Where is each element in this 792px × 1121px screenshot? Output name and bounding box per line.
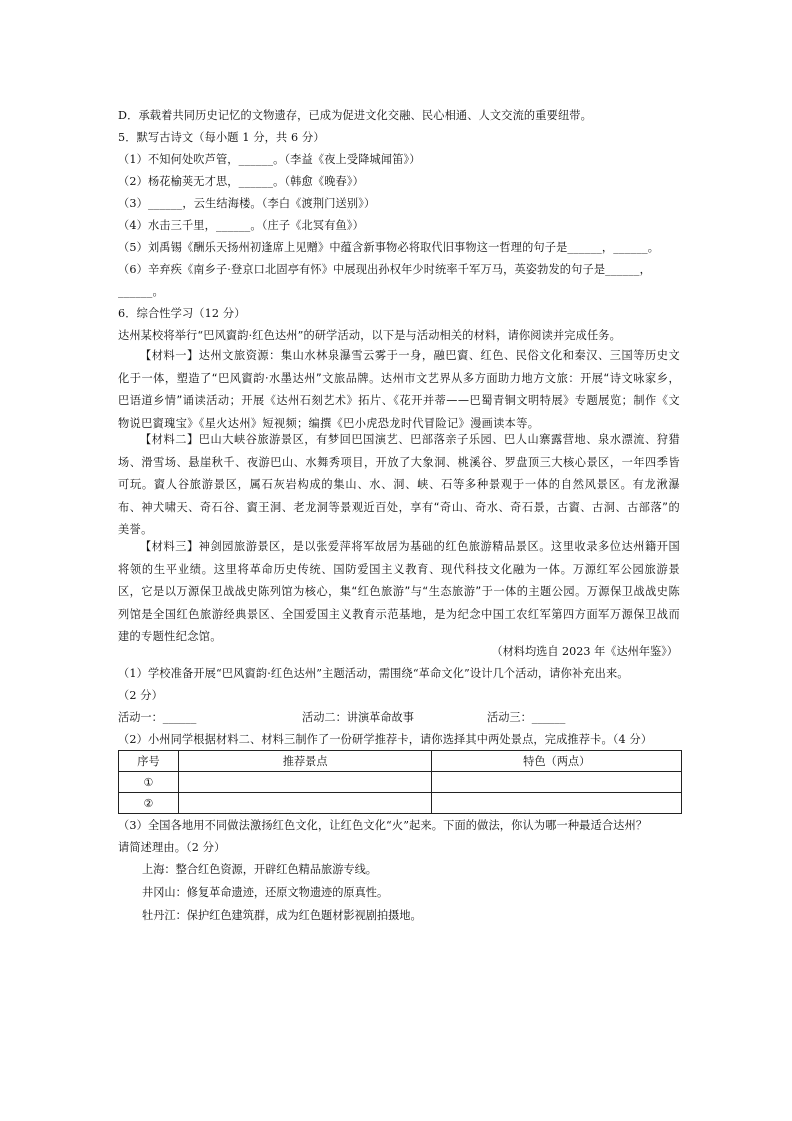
q5-item-3: （3）______，云生结海楼。（李白《渡荆门送别》） xyxy=(118,197,376,210)
q6-title: 6．综合性学习（12 分） xyxy=(118,307,246,320)
table-cell-spot xyxy=(178,772,432,793)
table-header-index: 序号 xyxy=(119,751,179,772)
task-3: （3）全国各地用不同做法激扬红色文化，让红色文化“火”起来。下面的做法，你认为哪一种最适合达州？ xyxy=(118,819,648,832)
practice-option-jinggangshan: 井冈山：修复革命遗迹，还原文物遗迹的原真性。 xyxy=(142,886,389,899)
q5-item-6: （6）辛弃疾《南乡子·登京口北固亭有怀》中展现出孙权年少时统率千军万马，英姿勃发的句子是______， xyxy=(118,263,651,276)
table-row xyxy=(119,793,682,814)
task-1-score: （2 分） xyxy=(118,689,163,702)
activity-3: 活动三：______ xyxy=(487,711,566,724)
material-source: （材料均选自 2023 年《达州年鉴》） xyxy=(491,645,678,658)
q5-item-6-cont: ______。 xyxy=(118,285,164,298)
material-2: 【材料二】巴山大峡谷旅游景区，有梦回巴国演艺、巴部落亲子乐园、巴人山寨露营地、泉水漂流、狩猎场、滑雪场、悬崖秋千、夜游巴山、水舞秀项目，开放了大象洞、桃溪谷、罗盘顶三大核心景区，一年四季皆可玩。賨人谷旅游景区，属石灰岩构成的集山、水、洞、峡、石等多种景观于一体的自然风景区。有龙湫瀑布、神犬啸天、奇石谷、賨王洞、老龙洞等景观近百处，享有“奇山、奇水、奇石景，古賨、古洞、古部落”的美誉。 xyxy=(118,433,680,537)
q5-item-5: （5）刘禹锡《酬乐天扬州初逢席上见赠》中蕴含新事物必将取代旧事物这一哲理的句子是______，______。 xyxy=(118,241,660,254)
task-2: （2）小州同学根据材料二、材料三制作了一份研学推荐卡，请你选择其中两处景点，完成推荐卡。（4 分） xyxy=(118,733,653,746)
table-cell-feature xyxy=(432,772,682,793)
q5-title: 5．默写古诗文（每小题 1 分，共 6 分） xyxy=(118,131,325,144)
activity-1: 活动一：______ xyxy=(118,711,197,724)
task-3-cont: 请简述理由。（2 分） xyxy=(118,841,226,854)
recommendation-table xyxy=(118,750,682,814)
table-cell-index: ② xyxy=(119,793,179,814)
q5-item-2: （2）杨花榆荚无才思，______。（韩愈《晚春》） xyxy=(118,175,364,188)
table-header-row xyxy=(119,751,682,772)
q6-intro: 达州某校将举行“巴风賨韵·红色达州”的研学活动，以下是与活动相关的材料，请你阅读并完成任务。 xyxy=(118,329,621,342)
q5-item-4: （4）水击三千里，______。（庄子《北冥有鱼》） xyxy=(118,219,364,232)
table-header-spot: 推荐景点 xyxy=(178,751,432,772)
option-d: D．承载着共同历史记忆的文物遗存，已成为促进文化交融、民心相通、人文交流的重要纽带。 xyxy=(118,109,592,122)
table-cell-feature xyxy=(432,793,682,814)
table-cell-spot xyxy=(178,793,432,814)
task-1: （1）学校准备开展“巴风賨韵·红色达州”主题活动，需围绕“革命文化”设计几个活动，请你补充出来。 xyxy=(118,667,629,680)
practice-option-mudanjiang: 牡丹江：保护红色建筑群，成为红色题材影视剧拍摄地。 xyxy=(142,909,422,922)
table-header-feature: 特色（两点） xyxy=(432,751,682,772)
activity-2: 活动二：讲演革命故事 xyxy=(302,711,414,724)
table-row xyxy=(119,772,682,793)
material-3: 【材料三】神剑园旅游景区，是以张爱萍将军故居为基础的红色旅游精品景区。这里收录多位达州籍开国将领的生平业绩。这里将革命历史传统、国防爱国主义教育、现代科技文化融为一体。万源红军公园旅游景区，它是以万源保卫战战史陈列馆为核心，集“红色旅游”与“生态旅游”于一体的主题公园。万源保卫战战史陈列馆是全国红色旅游经典景区、全国爱国主义教育示范基地，是为纪念中国工农红军第四方面军万源保卫战而建的专题性纪念馆。 xyxy=(118,540,680,644)
practice-option-shanghai: 上海：整合红色资源，开辟红色精品旅游专线。 xyxy=(142,863,377,876)
material-1: 【材料一】达州文旅资源：集山水林泉瀑雪云雾于一身，融巴賨、红色、民俗文化和秦汉、三国等历史文化于一体，塑造了“巴风賨韵·水墨达州”文旅品牌。达州市文艺界从多方面助力地方文旅：开展“诗文咏家乡，巴语道乡情”诵读活动；开展《达州石刻艺术》拓片、《花开并蒂——巴蜀青铜文明特展》专题展览；制作《文物说巴賨瑰宝》《星火达州》短视频；编撰《巴小虎恐龙时代冒险记》漫画读本等。 xyxy=(118,349,680,430)
table-cell-index: ① xyxy=(119,772,179,793)
q5-item-1: （1）不知何处吹芦管，______。（李益《夜上受降城闻笛》） xyxy=(118,153,421,166)
